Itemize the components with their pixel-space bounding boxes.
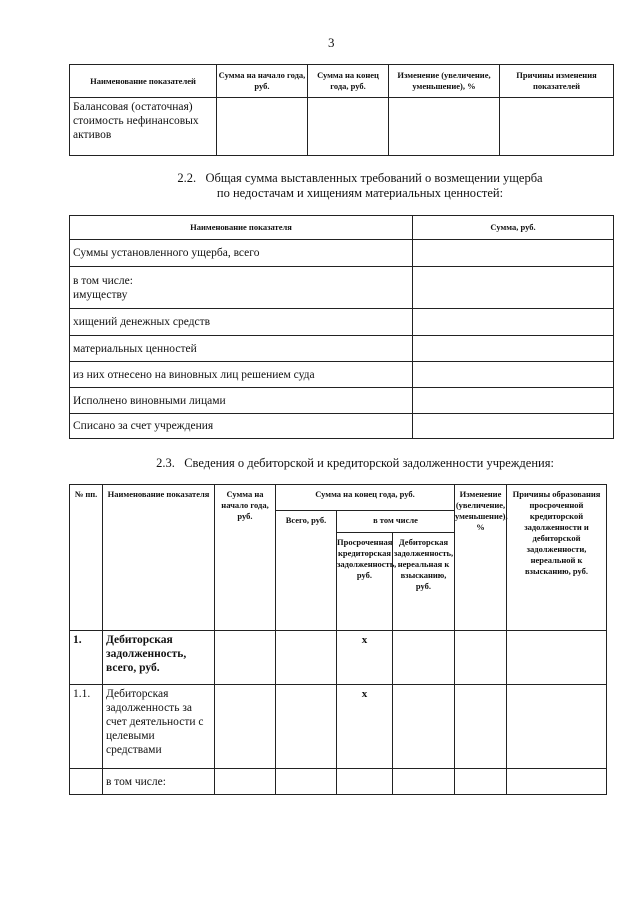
col-header-overdue: Просроченная кредиторская задолженность, руб.: [337, 533, 393, 631]
col-header-debt-unreal: Дебиторская задолженность, нереальная к взысканию, руб.: [393, 533, 455, 631]
title-line-1: Общая сумма выставленных требований о возмещении ущерба: [205, 171, 543, 185]
row-damage-total: Суммы установленного ущерба, всего: [70, 240, 413, 267]
section-2-2-title: [140, 171, 580, 201]
property-label: имуществу: [73, 288, 128, 301]
cell-change: [455, 631, 507, 685]
row-including: [70, 267, 413, 309]
cell-start: [215, 769, 276, 795]
row-executed: Исполнено виновными лицами: [70, 388, 413, 414]
row-name: Дебиторская задолженность за счет деятельности с целевыми средствами: [103, 685, 215, 769]
cell-change: [455, 769, 507, 795]
col-header-end: Сумма на конец года, руб.: [308, 65, 389, 98]
cell-sum: [413, 240, 614, 267]
cell-overdue-mark: x: [337, 631, 393, 685]
cell-overdue: [337, 769, 393, 795]
cell-sum: [413, 336, 614, 362]
cell-start: [215, 685, 276, 769]
col-header-including: в том числе: [337, 511, 455, 533]
col-header-num: № пп.: [70, 485, 103, 631]
cell-start: [215, 631, 276, 685]
row-court-assigned: из них отнесено на виновных лиц решением суда: [70, 362, 413, 388]
cell-reasons: [507, 631, 607, 685]
title-line-2: по недостачам и хищениям материальных ценностей:: [216, 186, 504, 200]
table-receivables-payables: [69, 484, 607, 795]
col-header-name: Наименование показателей: [70, 65, 217, 98]
title: Сведения о дебиторской и кредиторской задолженности учреждения:: [184, 456, 554, 470]
cell-start: [217, 98, 308, 156]
row-name: Балансовая (остаточная) стоимость нефинансовых активов: [70, 98, 217, 156]
cell-end: [308, 98, 389, 156]
row-name: Дебиторская задолженность, всего, руб.: [103, 631, 215, 685]
cell-change: [389, 98, 500, 156]
cell-sum: [413, 388, 614, 414]
col-header-total: Всего, руб.: [276, 511, 337, 631]
col-header-end-group: Сумма на конец года, руб.: [276, 485, 455, 511]
cell-overdue-mark: x: [337, 685, 393, 769]
section-number: 2.2.: [177, 171, 197, 185]
cell-total: [276, 685, 337, 769]
col-header-change: Изменение (увеличение, уменьшение), %: [455, 485, 507, 631]
cell-sum: [413, 414, 614, 439]
row-num: 1.: [70, 631, 103, 685]
cell-debt-unreal: [393, 769, 455, 795]
cell-total: [276, 769, 337, 795]
col-header-name: Наименование показателя: [103, 485, 215, 631]
cell-change: [455, 685, 507, 769]
col-header-start: Сумма на начало года, руб.: [217, 65, 308, 98]
row-num: [70, 769, 103, 795]
table-damage: [69, 215, 614, 439]
row-num: 1.1.: [70, 685, 103, 769]
col-header-reasons: Причины изменения показателей: [500, 65, 614, 98]
row-material-values: материальных ценностей: [70, 336, 413, 362]
col-header-sum: Сумма, руб.: [413, 216, 614, 240]
cell-sum: [413, 267, 614, 309]
row-written-off: Списано за счет учреждения: [70, 414, 413, 439]
cell-debt-unreal: [393, 685, 455, 769]
page-number: 3: [328, 35, 335, 50]
cell-debt-unreal: [393, 631, 455, 685]
cell-reasons: [500, 98, 614, 156]
col-header-start: Сумма на начало года, руб.: [215, 485, 276, 631]
table-nonfinancial-assets: [69, 64, 614, 156]
cell-reasons: [507, 769, 607, 795]
cell-reasons: [507, 685, 607, 769]
col-header-change: Изменение (увеличение, уменьшение), %: [389, 65, 500, 98]
row-cash-theft: хищений денежных средств: [70, 309, 413, 336]
cell-total: [276, 631, 337, 685]
section-number: 2.3.: [156, 456, 175, 470]
row-name: в том числе:: [103, 769, 215, 795]
col-header-name: Наименование показателя: [70, 216, 413, 240]
cell-sum: [413, 309, 614, 336]
section-2-3-title: [100, 456, 610, 471]
col-header-reasons: Причины образования просроченной кредиторской задолженности и дебиторской задолженности, нереальной к взысканию, руб.: [507, 485, 607, 631]
cell-sum: [413, 362, 614, 388]
including-label: в том числе:: [73, 274, 133, 287]
